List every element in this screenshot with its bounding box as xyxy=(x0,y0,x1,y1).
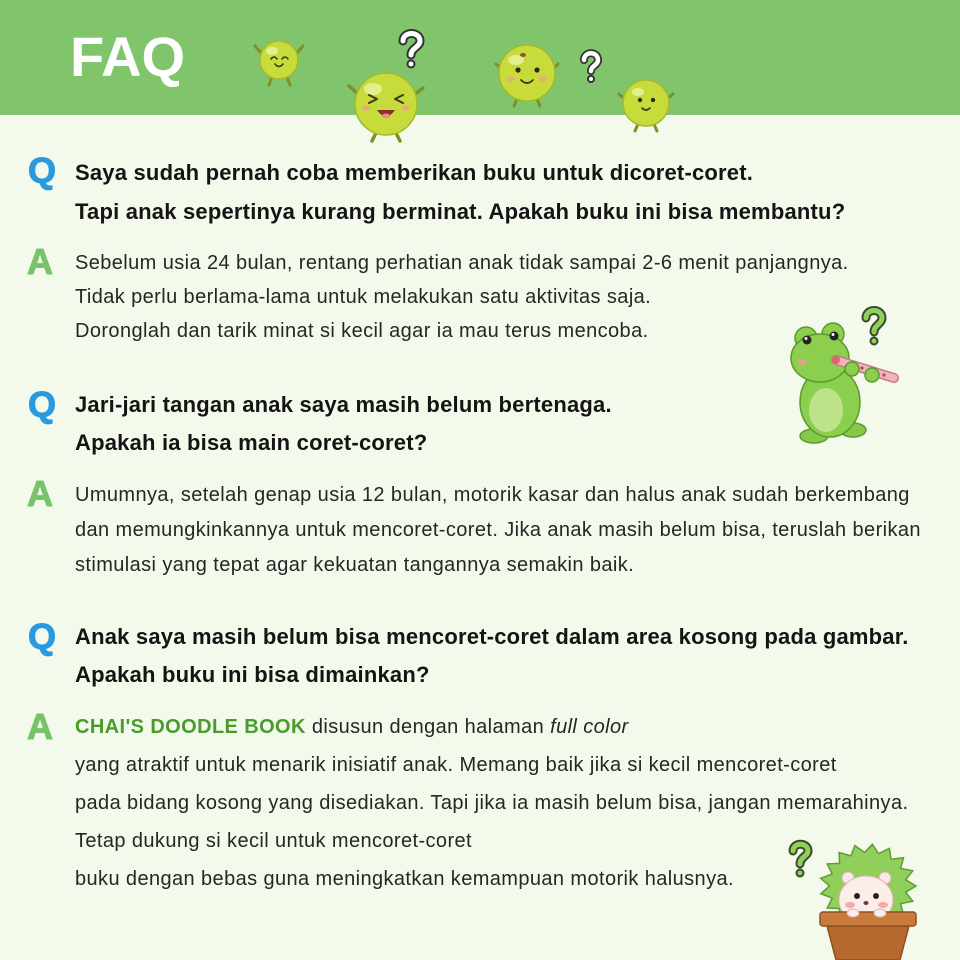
question-2-line-2: Apakah ia bisa main coret-coret? xyxy=(75,430,428,455)
question-1-line-2: Tapi anak sepertinya kurang berminat. Apakah buku ini bisa membantu? xyxy=(75,199,846,224)
answer-marker: A xyxy=(27,706,53,747)
question-marker: Q xyxy=(27,150,56,191)
question-marker: Q xyxy=(27,384,56,425)
answer-3-line-5: buku dengan bebas guna meningkatkan kemampuan motorik halusnya. xyxy=(75,868,734,890)
answer-3 xyxy=(75,708,908,898)
question-1 xyxy=(75,153,845,231)
answer-1-line-1: Sebelum usia 24 bulan, rentang perhatian anak tidak sampai 2-6 menit panjangnya. xyxy=(75,252,849,274)
question-2 xyxy=(75,386,612,462)
question-3-line-2: Apakah buku ini bisa dimainkan? xyxy=(75,662,430,687)
answer-1 xyxy=(75,246,849,348)
answer-3-line-2: yang atraktif untuk menarik inisiatif anak. Memang baik jika si kecil mencoret-coret xyxy=(75,754,837,776)
answer-1-line-3: Doronglah dan tarik minat si kecil agar ia mau terus mencoba. xyxy=(75,320,649,342)
answer-2 xyxy=(75,478,921,583)
header-banner xyxy=(0,0,960,115)
question-marker: Q xyxy=(27,616,56,657)
answer-1-line-2: Tidak perlu berlama-lama untuk melakukan satu aktivitas saja. xyxy=(75,286,652,308)
question-2-line-1: Jari-jari tangan anak saya masih belum bertenaga. xyxy=(75,392,612,417)
answer-marker: A xyxy=(27,473,53,514)
answer-marker: A xyxy=(27,241,53,282)
flower-pot-rim xyxy=(820,912,916,926)
question-mark-icon xyxy=(866,311,882,345)
answer-3-line-1-text: disusun dengan halaman xyxy=(311,716,545,738)
answer-2-line-3: stimulasi yang tepat agar kekuatan tangannya semakin baik. xyxy=(75,554,635,576)
question-1-line-1: Saya sudah pernah coba memberikan buku untuk dicoret-coret. xyxy=(75,160,754,185)
answer-3-line-1 xyxy=(75,708,908,746)
answer-3-line-4: Tetap dukung si kecil untuk mencoret-coret xyxy=(75,830,472,852)
answer-3-emphasis: full color xyxy=(550,716,629,738)
answer-2-line-1: Umumnya, setelah genap usia 12 bulan, motorik kasar dan halus anak sudah berkembang xyxy=(75,484,910,506)
question-3-line-1: Anak saya masih belum bisa mencoret-coret dalam area kosong pada gambar. xyxy=(75,624,909,649)
answer-3-line-3: pada bidang kosong yang disediakan. Tapi jika ia masih belum bisa, jangan memarahinya. xyxy=(75,792,909,814)
question-3 xyxy=(75,618,909,694)
answer-2-line-2: dan memungkinkannya untuk mencoret-coret. Jika anak masih belum bisa, teruslah berikan xyxy=(75,519,921,541)
brand-name: CHAI'S DOODLE BOOK xyxy=(75,716,306,738)
flower-pot xyxy=(827,926,909,960)
page-title: FAQ xyxy=(70,25,186,88)
